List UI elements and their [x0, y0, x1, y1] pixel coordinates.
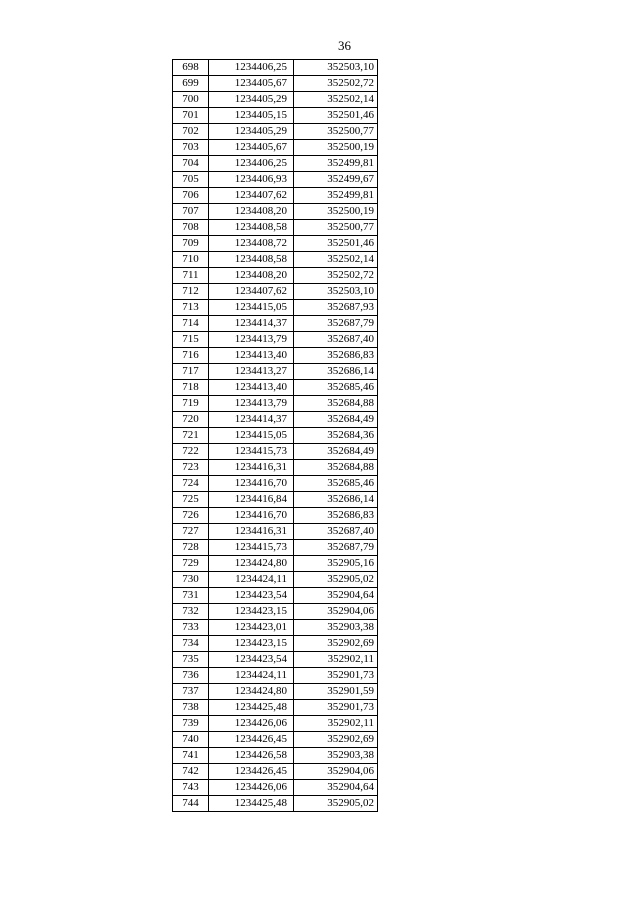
table-row [173, 764, 378, 780]
y-coordinate-cell: 352902,11 [294, 716, 378, 732]
x-coordinate-cell: 1234416,31 [209, 524, 294, 540]
table-row [173, 316, 378, 332]
y-coordinate-cell: 352685,46 [294, 476, 378, 492]
point-number-cell: 718 [173, 380, 209, 396]
y-coordinate-cell: 352903,38 [294, 620, 378, 636]
point-number-cell: 702 [173, 124, 209, 140]
point-number-cell: 730 [173, 572, 209, 588]
point-number-cell: 736 [173, 668, 209, 684]
x-coordinate-cell: 1234425,48 [209, 700, 294, 716]
y-coordinate-cell: 352901,59 [294, 684, 378, 700]
coordinates-table-body [173, 60, 378, 812]
x-coordinate-cell: 1234413,40 [209, 380, 294, 396]
point-number-cell: 738 [173, 700, 209, 716]
y-coordinate-cell: 352500,77 [294, 124, 378, 140]
table-row [173, 284, 378, 300]
table-row [173, 188, 378, 204]
point-number-cell: 740 [173, 732, 209, 748]
table-row [173, 268, 378, 284]
x-coordinate-cell: 1234413,40 [209, 348, 294, 364]
y-coordinate-cell: 352502,72 [294, 268, 378, 284]
table-row [173, 364, 378, 380]
x-coordinate-cell: 1234424,80 [209, 556, 294, 572]
y-coordinate-cell: 352904,64 [294, 588, 378, 604]
table-row [173, 76, 378, 92]
point-number-cell: 716 [173, 348, 209, 364]
y-coordinate-cell: 352685,46 [294, 380, 378, 396]
point-number-cell: 701 [173, 108, 209, 124]
y-coordinate-cell: 352902,69 [294, 732, 378, 748]
point-number-cell: 705 [173, 172, 209, 188]
x-coordinate-cell: 1234416,70 [209, 476, 294, 492]
y-coordinate-cell: 352684,88 [294, 460, 378, 476]
table-row [173, 636, 378, 652]
table-row [173, 124, 378, 140]
point-number-cell: 708 [173, 220, 209, 236]
x-coordinate-cell: 1234408,20 [209, 268, 294, 284]
table-row [173, 732, 378, 748]
table-row [173, 700, 378, 716]
x-coordinate-cell: 1234426,58 [209, 748, 294, 764]
y-coordinate-cell: 352499,81 [294, 188, 378, 204]
coordinates-table [172, 59, 378, 812]
table-row [173, 716, 378, 732]
point-number-cell: 713 [173, 300, 209, 316]
x-coordinate-cell: 1234424,11 [209, 668, 294, 684]
x-coordinate-cell: 1234416,31 [209, 460, 294, 476]
point-number-cell: 727 [173, 524, 209, 540]
y-coordinate-cell: 352500,19 [294, 204, 378, 220]
x-coordinate-cell: 1234413,27 [209, 364, 294, 380]
y-coordinate-cell: 352905,16 [294, 556, 378, 572]
x-coordinate-cell: 1234415,05 [209, 428, 294, 444]
x-coordinate-cell: 1234423,15 [209, 604, 294, 620]
x-coordinate-cell: 1234405,67 [209, 140, 294, 156]
point-number-cell: 726 [173, 508, 209, 524]
table-row [173, 540, 378, 556]
x-coordinate-cell: 1234413,79 [209, 396, 294, 412]
point-number-cell: 742 [173, 764, 209, 780]
point-number-cell: 737 [173, 684, 209, 700]
point-number-cell: 717 [173, 364, 209, 380]
y-coordinate-cell: 352902,69 [294, 636, 378, 652]
x-coordinate-cell: 1234423,01 [209, 620, 294, 636]
table-row [173, 60, 378, 76]
point-number-cell: 715 [173, 332, 209, 348]
x-coordinate-cell: 1234414,37 [209, 412, 294, 428]
point-number-cell: 725 [173, 492, 209, 508]
x-coordinate-cell: 1234425,48 [209, 796, 294, 812]
y-coordinate-cell: 352500,77 [294, 220, 378, 236]
table-row [173, 524, 378, 540]
x-coordinate-cell: 1234406,93 [209, 172, 294, 188]
table-row [173, 796, 378, 812]
table-row [173, 220, 378, 236]
x-coordinate-cell: 1234405,67 [209, 76, 294, 92]
x-coordinate-cell: 1234406,25 [209, 60, 294, 76]
table-row [173, 140, 378, 156]
x-coordinate-cell: 1234405,29 [209, 124, 294, 140]
table-row [173, 668, 378, 684]
point-number-cell: 722 [173, 444, 209, 460]
y-coordinate-cell: 352686,83 [294, 508, 378, 524]
table-row [173, 780, 378, 796]
x-coordinate-cell: 1234423,54 [209, 652, 294, 668]
point-number-cell: 728 [173, 540, 209, 556]
x-coordinate-cell: 1234415,73 [209, 444, 294, 460]
y-coordinate-cell: 352502,72 [294, 76, 378, 92]
x-coordinate-cell: 1234423,15 [209, 636, 294, 652]
y-coordinate-cell: 352905,02 [294, 796, 378, 812]
table-row [173, 444, 378, 460]
y-coordinate-cell: 352499,67 [294, 172, 378, 188]
point-number-cell: 710 [173, 252, 209, 268]
y-coordinate-cell: 352687,79 [294, 540, 378, 556]
y-coordinate-cell: 352903,38 [294, 748, 378, 764]
table-row [173, 92, 378, 108]
table-row [173, 620, 378, 636]
point-number-cell: 721 [173, 428, 209, 444]
point-number-cell: 739 [173, 716, 209, 732]
point-number-cell: 731 [173, 588, 209, 604]
y-coordinate-cell: 352500,19 [294, 140, 378, 156]
point-number-cell: 706 [173, 188, 209, 204]
x-coordinate-cell: 1234416,70 [209, 508, 294, 524]
point-number-cell: 734 [173, 636, 209, 652]
y-coordinate-cell: 352904,64 [294, 780, 378, 796]
x-coordinate-cell: 1234426,45 [209, 732, 294, 748]
table-row [173, 156, 378, 172]
table-row [173, 204, 378, 220]
y-coordinate-cell: 352503,10 [294, 60, 378, 76]
y-coordinate-cell: 352904,06 [294, 764, 378, 780]
x-coordinate-cell: 1234407,62 [209, 188, 294, 204]
y-coordinate-cell: 352904,06 [294, 604, 378, 620]
x-coordinate-cell: 1234408,58 [209, 252, 294, 268]
table-row [173, 508, 378, 524]
y-coordinate-cell: 352686,14 [294, 364, 378, 380]
table-row [173, 572, 378, 588]
y-coordinate-cell: 352902,11 [294, 652, 378, 668]
x-coordinate-cell: 1234407,62 [209, 284, 294, 300]
point-number-cell: 743 [173, 780, 209, 796]
x-coordinate-cell: 1234416,84 [209, 492, 294, 508]
y-coordinate-cell: 352905,02 [294, 572, 378, 588]
y-coordinate-cell: 352687,40 [294, 332, 378, 348]
table-row [173, 396, 378, 412]
point-number-cell: 729 [173, 556, 209, 572]
table-row [173, 748, 378, 764]
point-number-cell: 703 [173, 140, 209, 156]
point-number-cell: 704 [173, 156, 209, 172]
y-coordinate-cell: 352687,79 [294, 316, 378, 332]
x-coordinate-cell: 1234426,06 [209, 716, 294, 732]
x-coordinate-cell: 1234415,73 [209, 540, 294, 556]
table-row [173, 172, 378, 188]
table-row [173, 108, 378, 124]
table-row [173, 380, 378, 396]
y-coordinate-cell: 352901,73 [294, 700, 378, 716]
point-number-cell: 709 [173, 236, 209, 252]
point-number-cell: 719 [173, 396, 209, 412]
x-coordinate-cell: 1234408,20 [209, 204, 294, 220]
y-coordinate-cell: 352686,83 [294, 348, 378, 364]
x-coordinate-cell: 1234405,29 [209, 92, 294, 108]
y-coordinate-cell: 352687,40 [294, 524, 378, 540]
table-row [173, 492, 378, 508]
table-row [173, 604, 378, 620]
y-coordinate-cell: 352499,81 [294, 156, 378, 172]
point-number-cell: 700 [173, 92, 209, 108]
table-row [173, 348, 378, 364]
table-row [173, 428, 378, 444]
table-row [173, 300, 378, 316]
y-coordinate-cell: 352684,49 [294, 444, 378, 460]
x-coordinate-cell: 1234414,37 [209, 316, 294, 332]
y-coordinate-cell: 352501,46 [294, 108, 378, 124]
y-coordinate-cell: 352901,73 [294, 668, 378, 684]
x-coordinate-cell: 1234424,11 [209, 572, 294, 588]
table-row [173, 476, 378, 492]
table-row [173, 332, 378, 348]
x-coordinate-cell: 1234413,79 [209, 332, 294, 348]
point-number-cell: 714 [173, 316, 209, 332]
x-coordinate-cell: 1234405,15 [209, 108, 294, 124]
x-coordinate-cell: 1234408,58 [209, 220, 294, 236]
table-row [173, 588, 378, 604]
point-number-cell: 712 [173, 284, 209, 300]
point-number-cell: 732 [173, 604, 209, 620]
point-number-cell: 711 [173, 268, 209, 284]
table-row [173, 652, 378, 668]
table-row [173, 556, 378, 572]
table-row [173, 412, 378, 428]
point-number-cell: 707 [173, 204, 209, 220]
point-number-cell: 735 [173, 652, 209, 668]
x-coordinate-cell: 1234408,72 [209, 236, 294, 252]
y-coordinate-cell: 352502,14 [294, 252, 378, 268]
point-number-cell: 724 [173, 476, 209, 492]
table-row [173, 252, 378, 268]
table-row [173, 460, 378, 476]
point-number-cell: 699 [173, 76, 209, 92]
point-number-cell: 744 [173, 796, 209, 812]
x-coordinate-cell: 1234423,54 [209, 588, 294, 604]
y-coordinate-cell: 352684,49 [294, 412, 378, 428]
point-number-cell: 741 [173, 748, 209, 764]
y-coordinate-cell: 352686,14 [294, 492, 378, 508]
x-coordinate-cell: 1234424,80 [209, 684, 294, 700]
x-coordinate-cell: 1234426,45 [209, 764, 294, 780]
point-number-cell: 698 [173, 60, 209, 76]
table-row [173, 684, 378, 700]
point-number-cell: 733 [173, 620, 209, 636]
page-number: 36 [338, 38, 351, 53]
y-coordinate-cell: 352503,10 [294, 284, 378, 300]
y-coordinate-cell: 352687,93 [294, 300, 378, 316]
point-number-cell: 723 [173, 460, 209, 476]
y-coordinate-cell: 352502,14 [294, 92, 378, 108]
x-coordinate-cell: 1234406,25 [209, 156, 294, 172]
x-coordinate-cell: 1234415,05 [209, 300, 294, 316]
y-coordinate-cell: 352684,88 [294, 396, 378, 412]
point-number-cell: 720 [173, 412, 209, 428]
y-coordinate-cell: 352501,46 [294, 236, 378, 252]
table-row [173, 236, 378, 252]
x-coordinate-cell: 1234426,06 [209, 780, 294, 796]
y-coordinate-cell: 352684,36 [294, 428, 378, 444]
